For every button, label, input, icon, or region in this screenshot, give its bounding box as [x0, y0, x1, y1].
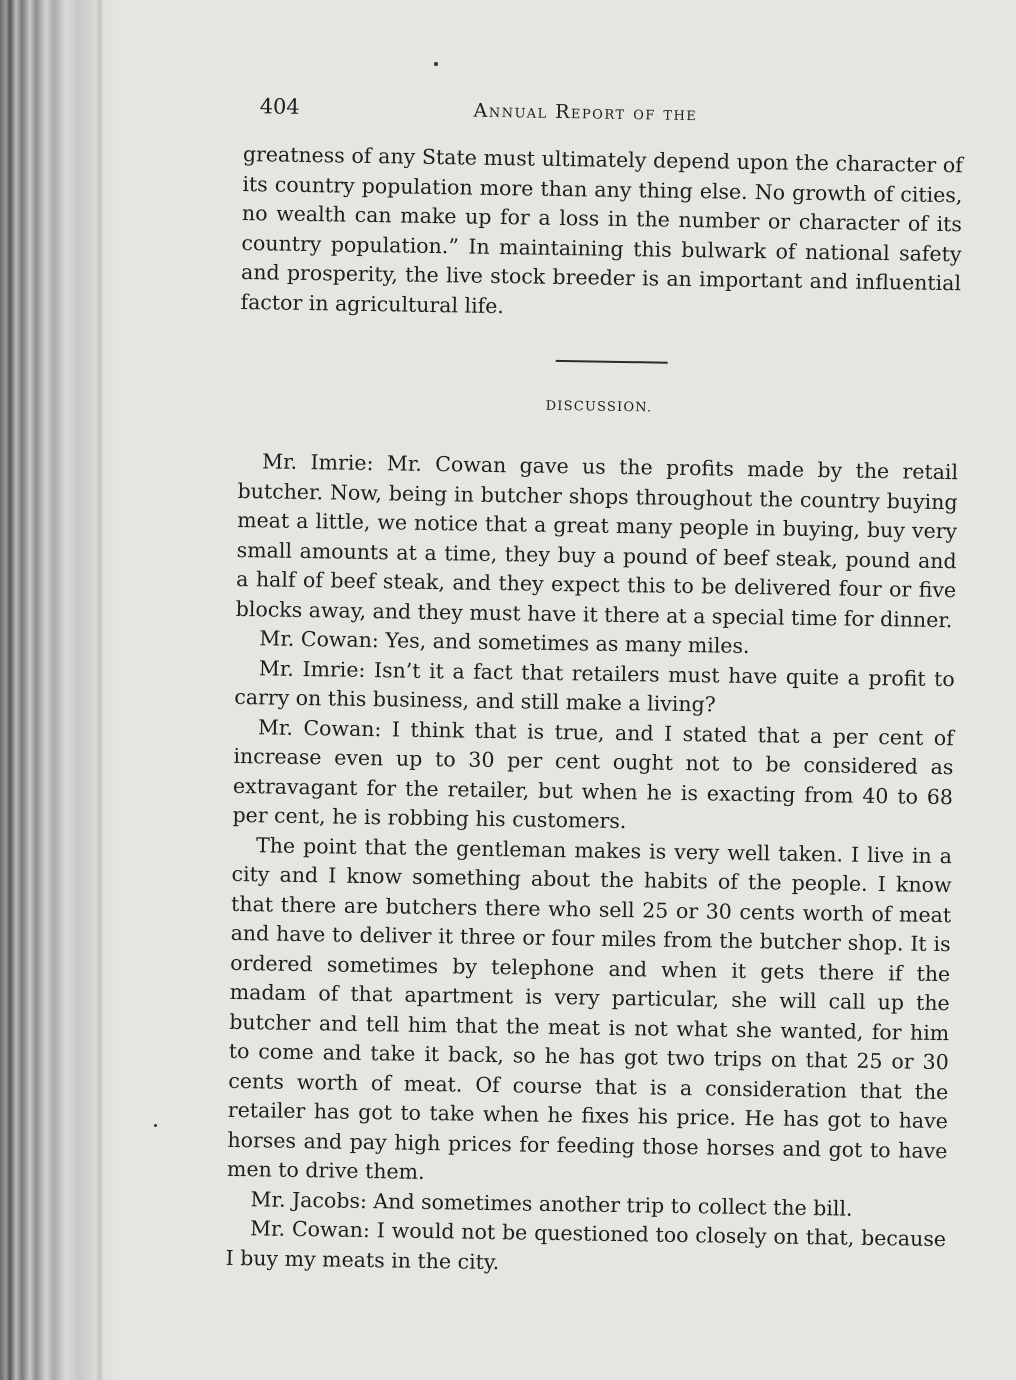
page-header	[243, 86, 964, 141]
speech-text: And sometimes another trip to collect the bill.	[373, 1188, 853, 1221]
discussion-paragraph	[232, 712, 954, 841]
print-speck	[434, 62, 438, 66]
speech-text: I would not be questioned too closely on that, because I buy my meats in the city.	[225, 1218, 947, 1274]
speaker-name: Mr. Cowan:	[249, 1216, 371, 1243]
book-page	[225, 86, 964, 1284]
discussion-paragraph	[236, 447, 959, 635]
intro-paragraph: greatness of any State must ultimately depend upon the character of its country population more than any thing else. No growth of cities, no wealth can make up for a loss in the number or character of its country population.” In maintaining this bulwark of national safety and prosperity, the live stock breeder is an important and influential factor in agricultural life.	[240, 141, 964, 318]
speech-text: I think that is true, and I stated that a per cent of increase even up to 30 per cent ought not to be considered as extravagant for the retailer, but when he is exacting from 40 to 68 per cent, he is robbing his customers.	[232, 716, 955, 834]
speech-text: The point that the gentleman makes is very well taken. I live in a city and I know something about the habits of the people. I know that there are butchers there who sell 25 or 30 cents worth of meat and have to deliver it three or four miles from the butcher shop. It is ordered sometimes by telephone and when it gets there if the madam of that apartment is very particular, she will call up the butcher and tell him that the meat is not what she wanted, for him to come and take it back, so he has got two trips on that 25 or 30 cents worth of meat. Of course that is a consideration that the retailer has got to take when he fixes his price. He has got to have horses and pay high prices for feeding those horses and got to have men to drive them.	[226, 832, 953, 1184]
running-head: Annual Report of the	[473, 99, 698, 126]
page-edge	[96, 0, 104, 1380]
speech-text: Isn’t it a fact that retailers must have quite a profit to carry on this business, and still make a living?	[234, 657, 955, 717]
speaker-name: Mr. Cowan:	[259, 626, 379, 653]
discussion-paragraph	[225, 1214, 946, 1284]
speaker-name: Mr. Imrie:	[258, 655, 366, 682]
speaker-name: Mr. Jacobs:	[250, 1186, 368, 1213]
speaker-name: Mr. Imrie:	[261, 449, 374, 476]
speech-text: Mr. Cowan gave us the profits made by the retail butcher. Now, being in butcher shops throughout the country buying meat a little, we notice that a great many people in buying, buy very small amounts at a time, they buy a pound of beef steak, pound and a half of beef steak, and they expect this to be delivered four or five blocks away, and they must have it there at a special time for dinner.	[235, 451, 959, 632]
section-title: DISCUSSION.	[545, 398, 653, 416]
print-speck	[154, 1124, 157, 1127]
discussion-paragraph	[227, 830, 952, 1195]
speaker-name: Mr. Cowan:	[257, 714, 382, 741]
speech-text: Yes, and sometimes as many miles.	[385, 628, 750, 659]
discussion-paragraph	[234, 653, 955, 723]
page-number: 404	[259, 94, 300, 119]
section-divider	[556, 360, 668, 364]
